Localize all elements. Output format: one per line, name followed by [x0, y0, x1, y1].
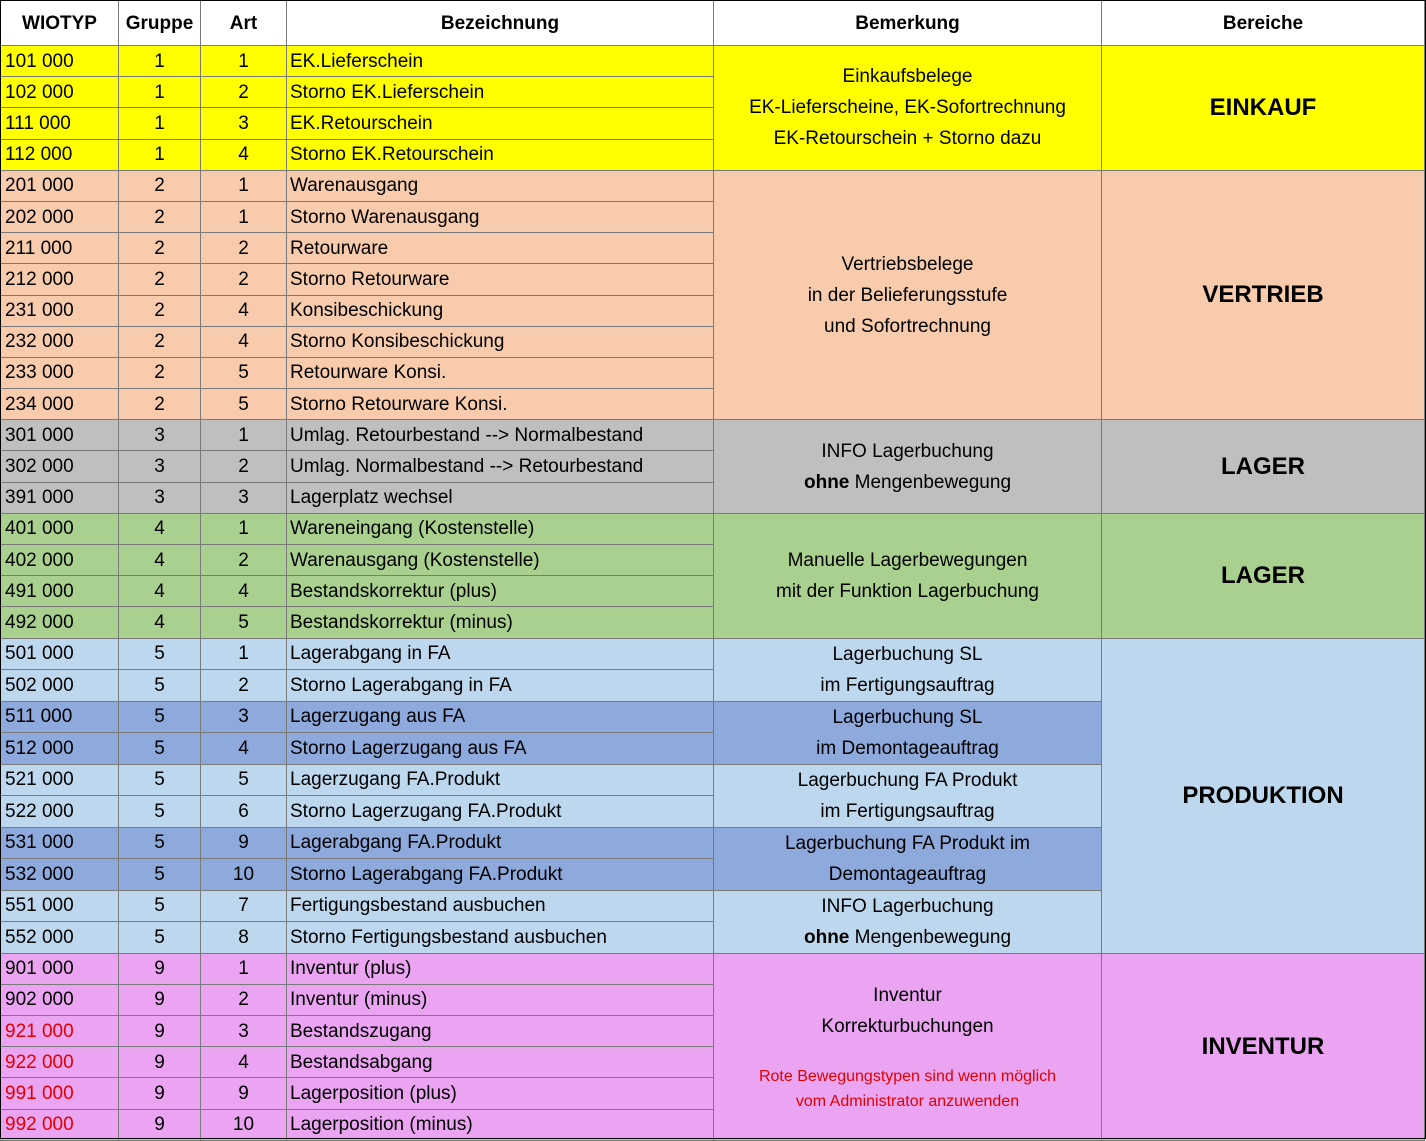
- bemerkung-line: Vertriebsbelege: [841, 253, 974, 275]
- gruppe-cell[interactable]: 2: [119, 170, 201, 201]
- art-cell[interactable]: 4: [201, 576, 287, 607]
- bemerkung-line: EK-Lieferscheine, EK-Sofortrechnung: [749, 97, 1066, 119]
- art-cell[interactable]: 4: [201, 326, 287, 357]
- bemerkung-vertrieb[interactable]: [714, 170, 1102, 420]
- bezeichnung-cell[interactable]: Storno Lagerabgang FA.Produkt: [287, 859, 714, 891]
- wiotyp-cell[interactable]: 233 000: [1, 357, 119, 388]
- wiotyp-cell-red[interactable]: 991 000: [1, 1078, 119, 1109]
- bemerkung-line: Lagerbuchung FA Produkt: [797, 769, 1018, 791]
- wiotyp-cell[interactable]: 302 000: [1, 451, 119, 482]
- bemerkung-line: Lagerbuchung SL: [832, 643, 983, 665]
- art-cell[interactable]: 2: [201, 233, 287, 264]
- gruppe-cell[interactable]: 4: [119, 607, 201, 638]
- bemerkung-inventur[interactable]: [714, 953, 1102, 1140]
- table-row: [1, 638, 1425, 670]
- table-row: [1, 513, 1425, 544]
- wiotyp-cell[interactable]: 112 000: [1, 139, 119, 170]
- wiotyp-cell[interactable]: 511 000: [1, 701, 119, 733]
- bemerkung-line: EK-Retourschein + Storno dazu: [773, 128, 1042, 150]
- bemerkung-line: im Fertigungsauftrag: [820, 674, 995, 696]
- art-cell[interactable]: 5: [201, 764, 287, 796]
- art-cell[interactable]: 9: [201, 1078, 287, 1109]
- bemerkung-line: Einkaufsbelege: [842, 66, 973, 88]
- header-bereiche[interactable]: Bereiche: [1102, 1, 1425, 46]
- bezeichnung-cell[interactable]: Lagerabgang FA.Produkt: [287, 827, 714, 859]
- bezeichnung-cell[interactable]: Umlag. Retourbestand --> Normalbestand: [287, 420, 714, 451]
- art-cell[interactable]: 3: [201, 1015, 287, 1046]
- table-row: [1, 170, 1425, 201]
- bezeichnung-cell[interactable]: Umlag. Normalbestand --> Retourbestand: [287, 451, 714, 482]
- bezeichnung-cell[interactable]: Storno Lagerzugang aus FA: [287, 733, 714, 765]
- art-cell[interactable]: 1: [201, 638, 287, 670]
- bezeichnung-cell[interactable]: Bestandszugang: [287, 1015, 714, 1046]
- art-cell[interactable]: 4: [201, 139, 287, 170]
- bezeichnung-cell[interactable]: Storno Konsibeschickung: [287, 326, 714, 357]
- wiotyp-cell[interactable]: 902 000: [1, 984, 119, 1015]
- bemerkung-prod-fa-produkt-demontage[interactable]: [714, 827, 1102, 890]
- wiotyp-cell[interactable]: 901 000: [1, 953, 119, 984]
- art-cell[interactable]: 2: [201, 545, 287, 576]
- gruppe-cell[interactable]: 2: [119, 295, 201, 326]
- header-bezeichnung[interactable]: Bezeichnung: [287, 1, 714, 46]
- bezeichnung-cell[interactable]: Storno Fertigungsbestand ausbuchen: [287, 922, 714, 954]
- gruppe-cell[interactable]: 3: [119, 451, 201, 482]
- inventur-note-line: Rote Bewegungstypen sind wenn möglich: [758, 1067, 1057, 1085]
- wiotyp-cell[interactable]: 301 000: [1, 420, 119, 451]
- header-gruppe[interactable]: Gruppe: [119, 1, 201, 46]
- bemerkung-bold: ohne: [803, 471, 850, 493]
- bezeichnung-cell[interactable]: Storno Lagerabgang in FA: [287, 670, 714, 702]
- gruppe-cell[interactable]: 9: [119, 1015, 201, 1046]
- bemerkung-prod-fa[interactable]: [714, 638, 1102, 701]
- bemerkung-line: Demontageauftrag: [828, 863, 987, 885]
- bemerkung-bold: ohne: [803, 926, 850, 948]
- wiotyp-cell-red[interactable]: 921 000: [1, 1015, 119, 1046]
- wiotyp-cell[interactable]: 512 000: [1, 733, 119, 765]
- gruppe-cell[interactable]: 9: [119, 1109, 201, 1140]
- bezeichnung-cell[interactable]: Storno EK.Retourschein: [287, 139, 714, 170]
- wiotyp-cell-red[interactable]: 992 000: [1, 1109, 119, 1140]
- gruppe-cell[interactable]: 1: [119, 77, 201, 108]
- bezeichnung-cell[interactable]: EK.Lieferschein: [287, 46, 714, 77]
- gruppe-cell[interactable]: 4: [119, 513, 201, 544]
- bereich-lager-1[interactable]: LAGER: [1102, 420, 1425, 514]
- bemerkung-line: Mengenbewegung: [849, 471, 1012, 493]
- table-row: [1, 420, 1425, 451]
- wiotyp-cell[interactable]: 491 000: [1, 576, 119, 607]
- bezeichnung-cell[interactable]: Lagerabgang in FA: [287, 638, 714, 670]
- art-cell[interactable]: 1: [201, 953, 287, 984]
- gruppe-cell[interactable]: 2: [119, 233, 201, 264]
- bemerkung-line: Korrekturbuchungen: [821, 1015, 994, 1037]
- bezeichnung-cell[interactable]: Retourware Konsi.: [287, 357, 714, 388]
- gruppe-cell[interactable]: 5: [119, 796, 201, 828]
- bemerkung-prod-fa-produkt[interactable]: [714, 764, 1102, 827]
- wiotyp-cell[interactable]: 551 000: [1, 890, 119, 922]
- bezeichnung-cell[interactable]: Bestandskorrektur (minus): [287, 607, 714, 638]
- art-cell[interactable]: 1: [201, 201, 287, 232]
- bezeichnung-cell[interactable]: Fertigungsbestand ausbuchen: [287, 890, 714, 922]
- gruppe-cell[interactable]: 5: [119, 670, 201, 702]
- art-cell[interactable]: 1: [201, 46, 287, 77]
- wiotyp-cell[interactable]: 202 000: [1, 201, 119, 232]
- gruppe-cell[interactable]: 9: [119, 953, 201, 984]
- gruppe-cell[interactable]: 5: [119, 701, 201, 733]
- bereich-produktion[interactable]: PRODUKTION: [1102, 638, 1425, 953]
- bemerkung-line: mit der Funktion Lagerbuchung: [776, 580, 1039, 602]
- inventur-note-line: vom Administrator anzuwenden: [795, 1092, 1020, 1110]
- table-row: [1, 953, 1425, 984]
- wiotyp-cell[interactable]: 532 000: [1, 859, 119, 891]
- gruppe-cell[interactable]: 2: [119, 264, 201, 295]
- bezeichnung-cell[interactable]: Storno EK.Lieferschein: [287, 77, 714, 108]
- bezeichnung-cell[interactable]: Bestandsabgang: [287, 1047, 714, 1078]
- bezeichnung-cell[interactable]: Lagerzugang FA.Produkt: [287, 764, 714, 796]
- art-cell[interactable]: 1: [201, 420, 287, 451]
- bemerkung-prod-info[interactable]: [714, 890, 1102, 953]
- gruppe-cell[interactable]: 2: [119, 389, 201, 420]
- art-cell[interactable]: 2: [201, 451, 287, 482]
- bemerkung-line: in der Belieferungsstufe: [807, 284, 1008, 306]
- bemerkung-line: Inventur: [873, 984, 942, 1006]
- art-cell[interactable]: 3: [201, 482, 287, 513]
- wiotyp-cell[interactable]: 492 000: [1, 607, 119, 638]
- gruppe-cell[interactable]: 5: [119, 890, 201, 922]
- wiotyp-cell[interactable]: 402 000: [1, 545, 119, 576]
- bezeichnung-cell[interactable]: Konsibeschickung: [287, 295, 714, 326]
- art-cell[interactable]: 3: [201, 701, 287, 733]
- art-cell[interactable]: 2: [201, 984, 287, 1015]
- bemerkung-line: Mengenbewegung: [849, 926, 1012, 948]
- header-art[interactable]: Art: [201, 1, 287, 46]
- gruppe-cell[interactable]: 2: [119, 326, 201, 357]
- gruppe-cell[interactable]: 4: [119, 576, 201, 607]
- wiotyp-cell[interactable]: 531 000: [1, 827, 119, 859]
- bezeichnung-cell[interactable]: Wareneingang (Kostenstelle): [287, 513, 714, 544]
- bemerkung-lager-manuell[interactable]: [714, 513, 1102, 638]
- bemerkung-einkauf[interactable]: [714, 46, 1102, 171]
- bemerkung-line: im Fertigungsauftrag: [820, 800, 995, 822]
- art-cell[interactable]: 5: [201, 389, 287, 420]
- bezeichnung-cell[interactable]: Storno Warenausgang: [287, 201, 714, 232]
- wiotyp-cell-red[interactable]: 922 000: [1, 1047, 119, 1078]
- gruppe-cell[interactable]: 5: [119, 922, 201, 954]
- art-cell[interactable]: 10: [201, 859, 287, 891]
- bezeichnung-cell[interactable]: Warenausgang (Kostenstelle): [287, 545, 714, 576]
- art-cell[interactable]: 9: [201, 827, 287, 859]
- wiotyp-cell[interactable]: 502 000: [1, 670, 119, 702]
- bemerkung-line: Lagerbuchung SL: [832, 706, 983, 728]
- art-cell[interactable]: 5: [201, 357, 287, 388]
- bemerkung-line: im Demontageauftrag: [816, 737, 999, 759]
- bemerkung-line: Lagerbuchung FA Produkt im: [784, 832, 1031, 854]
- art-cell[interactable]: 5: [201, 607, 287, 638]
- wiotyp-cell[interactable]: 501 000: [1, 638, 119, 670]
- bemerkung-line: INFO Lagerbuchung: [821, 895, 994, 917]
- gruppe-cell[interactable]: 2: [119, 357, 201, 388]
- gruppe-cell[interactable]: 9: [119, 984, 201, 1015]
- wiotyp-cell[interactable]: 231 000: [1, 295, 119, 326]
- gruppe-cell[interactable]: 4: [119, 545, 201, 576]
- bezeichnung-cell[interactable]: Storno Lagerzugang FA.Produkt: [287, 796, 714, 828]
- wiotyp-cell[interactable]: 101 000: [1, 46, 119, 77]
- art-cell[interactable]: 1: [201, 170, 287, 201]
- bezeichnung-cell[interactable]: Inventur (plus): [287, 953, 714, 984]
- art-cell[interactable]: 2: [201, 77, 287, 108]
- gruppe-cell[interactable]: 3: [119, 482, 201, 513]
- bemerkung-prod-demontage[interactable]: [714, 701, 1102, 764]
- wiotyp-cell[interactable]: 401 000: [1, 513, 119, 544]
- art-cell[interactable]: 4: [201, 733, 287, 765]
- bezeichnung-cell[interactable]: EK.Retourschein: [287, 108, 714, 139]
- bemerkung-line: und Sofortrechnung: [824, 315, 991, 337]
- art-cell[interactable]: 3: [201, 108, 287, 139]
- wiotyp-cell[interactable]: 201 000: [1, 170, 119, 201]
- gruppe-cell[interactable]: 3: [119, 420, 201, 451]
- art-cell[interactable]: 10: [201, 1109, 287, 1140]
- bezeichnung-cell[interactable]: Lagerzugang aus FA: [287, 701, 714, 733]
- bezeichnung-cell[interactable]: Lagerplatz wechsel: [287, 482, 714, 513]
- wiotyp-cell[interactable]: 102 000: [1, 77, 119, 108]
- bezeichnung-cell[interactable]: Bestandskorrektur (plus): [287, 576, 714, 607]
- bezeichnung-cell[interactable]: Storno Retourware: [287, 264, 714, 295]
- wiotyp-cell[interactable]: 552 000: [1, 922, 119, 954]
- table-row: [1, 46, 1425, 77]
- gruppe-cell[interactable]: 5: [119, 638, 201, 670]
- bereich-vertrieb[interactable]: VERTRIEB: [1102, 170, 1425, 420]
- header-bemerkung[interactable]: Bemerkung: [714, 1, 1102, 46]
- gruppe-cell[interactable]: 5: [119, 764, 201, 796]
- bezeichnung-cell[interactable]: Storno Retourware Konsi.: [287, 389, 714, 420]
- art-cell[interactable]: 4: [201, 1047, 287, 1078]
- art-cell[interactable]: 8: [201, 922, 287, 954]
- wiotyp-cell[interactable]: 522 000: [1, 796, 119, 828]
- wiotyp-cell[interactable]: 232 000: [1, 326, 119, 357]
- bemerkung-line: INFO Lagerbuchung: [821, 440, 994, 462]
- bezeichnung-cell[interactable]: Lagerposition (plus): [287, 1078, 714, 1109]
- art-cell[interactable]: 2: [201, 670, 287, 702]
- bereich-einkauf[interactable]: EINKAUF: [1102, 46, 1425, 171]
- art-cell[interactable]: 1: [201, 513, 287, 544]
- wiotyp-cell[interactable]: 211 000: [1, 233, 119, 264]
- gruppe-cell[interactable]: 5: [119, 859, 201, 891]
- art-cell[interactable]: 7: [201, 890, 287, 922]
- bereich-inventur[interactable]: INVENTUR: [1102, 953, 1425, 1140]
- art-cell[interactable]: 6: [201, 796, 287, 828]
- wiotyp-cell[interactable]: 391 000: [1, 482, 119, 513]
- gruppe-cell[interactable]: 1: [119, 139, 201, 170]
- gruppe-cell[interactable]: 5: [119, 733, 201, 765]
- gruppe-cell[interactable]: 9: [119, 1078, 201, 1109]
- wiotyp-cell[interactable]: 234 000: [1, 389, 119, 420]
- wiotyp-cell[interactable]: 212 000: [1, 264, 119, 295]
- header-wiotyp[interactable]: WIOTYP: [1, 1, 119, 46]
- gruppe-cell[interactable]: 1: [119, 46, 201, 77]
- bezeichnung-cell[interactable]: Warenausgang: [287, 170, 714, 201]
- bezeichnung-cell[interactable]: Inventur (minus): [287, 984, 714, 1015]
- wiotyp-cell[interactable]: 521 000: [1, 764, 119, 796]
- gruppe-cell[interactable]: 5: [119, 827, 201, 859]
- gruppe-cell[interactable]: 1: [119, 108, 201, 139]
- bereich-lager-2[interactable]: LAGER: [1102, 513, 1425, 638]
- bemerkung-lager-info[interactable]: [714, 420, 1102, 514]
- art-cell[interactable]: 4: [201, 295, 287, 326]
- bezeichnung-cell[interactable]: Retourware: [287, 233, 714, 264]
- header-row: [1, 1, 1425, 46]
- art-cell[interactable]: 2: [201, 264, 287, 295]
- bezeichnung-cell[interactable]: Lagerposition (minus): [287, 1109, 714, 1140]
- gruppe-cell[interactable]: 2: [119, 201, 201, 232]
- wiotyp-cell[interactable]: 111 000: [1, 108, 119, 139]
- gruppe-cell[interactable]: 9: [119, 1047, 201, 1078]
- bemerkung-line: Manuelle Lagerbewegungen: [787, 549, 1028, 571]
